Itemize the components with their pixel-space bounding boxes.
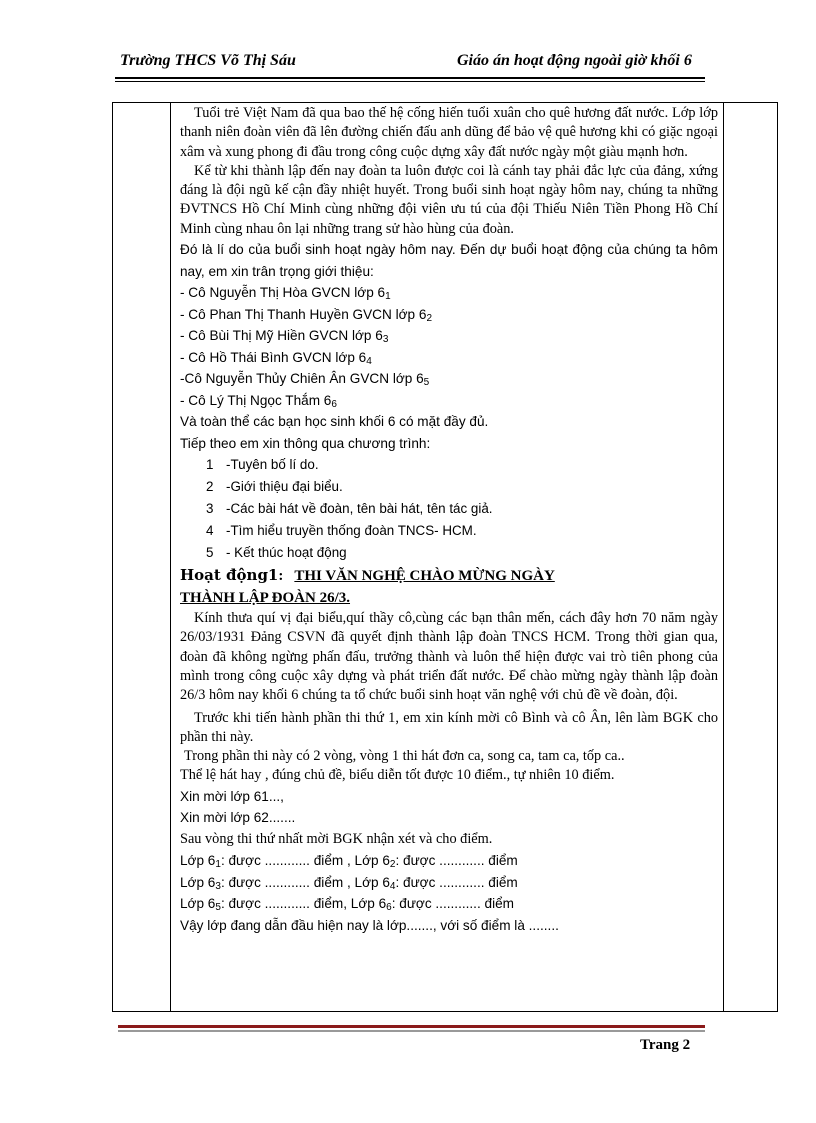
header-rule-thick [115, 77, 705, 79]
guest-item: -Cô Nguyễn Thủy Chiên Ân GVCN lớp $6_5$ [180, 371, 430, 389]
score-row: Lớp $6_3$: được ............ điểm , Lớp $6_4$: được ............ điểm [180, 874, 518, 892]
table-divider-left [170, 102, 171, 1012]
program-item: 5 - Kết thúc hoạt động [206, 545, 347, 561]
paragraph-rules: Thể lệ hát hay , đúng chủ đề, biểu diễn tốt được 10 điểm., tự nhiên 10 điểm. [180, 767, 615, 784]
lesson-content [180, 104, 718, 936]
paragraph-opening: Kính thưa quí vị đại biểu,quí thầy cô,cùng các bạn thân mến, cách đây hơn 70 năm ngày 26/03/1931 Đảng CSVN đã quyết định thành lập đoàn TNCS HCM. Trong thời gian qua, đoàn đã không ngừng phấn đấu, trưởng thành và luôn thể hiện được vai trò tiên phong của mình trong công cuộc xây dựng và phát triển đất nước. Để chào mừng ngày thành lập đoàn 26/3 hôm nay khối 6 chúng ta tổ chức buổi sinh hoạt văn nghệ với chủ đề về đoàn, đội. [180, 610, 718, 704]
paragraph-scoring: Sau vòng thi thứ nhất mời BGK nhận xét và cho điểm. [180, 830, 493, 847]
table-divider-right [723, 102, 724, 1012]
paragraph-leader: Vậy lớp đang dẫn đầu hiện nay là lớp......., với số điểm là ........ [180, 917, 559, 933]
paragraph-judges: Trước khi tiến hành phần thi thứ 1, em xin kính mời cô Bình và cô Ân, lên làm BGK cho phần thi này. [180, 709, 718, 745]
program-item: 1 -Tuyên bố lí do. [206, 457, 319, 473]
guest-item: - Cô Nguyễn Thị Hòa GVCN lớp $6_1$ [180, 285, 391, 303]
activity-heading: Hoạt động1: THI VĂN NGHỆ CHÀO MỪNG NGÀY [180, 566, 555, 585]
paragraph-rounds: Trong phần thi này có 2 vòng, vòng 1 thi hát đơn ca, song ca, tam ca, tốp ca.. [184, 748, 625, 765]
paragraph-history: Kể từ khi thành lập đến nay đoàn ta luôn được coi là cánh tay phải đắc lực của đảng, xứng đáng là đội ngũ kế cận đầy nhiệt huyết. Trong buổi sinh hoạt ngày hôm nay, chúng ta những ĐVTNCS Hồ Chí Minh cùng những đội viên ưu tú của đội Thiếu Niên Tiền Phong Hồ Chí Minh cùng nhau ôn lại những trang sử hào hùng của đoàn. [180, 162, 718, 237]
header-school: Trường THCS Võ Thị Sáu [120, 52, 296, 69]
paragraph-program-intro: Tiếp theo em xin thông qua chương trình: [180, 435, 431, 451]
score-row: Lớp $6_1$: được ............ điểm , Lớp $6_2$: được ............ điểm [180, 853, 518, 871]
header-subject: Giáo án hoạt động ngoài giờ khối 6 [457, 52, 692, 69]
program-item: 3 -Các bài hát về đoàn, tên bài hát, tên tác giả. [206, 501, 493, 517]
invite-class: Xin mời lớp 61..., [180, 788, 284, 804]
program-item: 4 -Tìm hiểu truyền thống đoàn TNCS- HCM. [206, 523, 477, 539]
footer-rule-grey [118, 1030, 705, 1032]
footer-rule-maroon [118, 1025, 705, 1028]
guest-item: - Cô Hồ Thái Bình GVCN lớp $6_4$ [180, 349, 372, 367]
guest-list [180, 282, 718, 411]
program-list [180, 454, 718, 564]
program-item: 2 -Giới thiệu đại biểu. [206, 479, 343, 495]
paragraph-intro: Tuổi trẻ Việt Nam đã qua bao thế hệ cống hiến tuổi xuân cho quê hương đất nước. Lớp lớp thanh niên đoàn viên đã lên đường chiến đấu anh dũng để bảo vệ quê hương khi có giặc ngoại xâm và xung phong đi đầu trong công cuộc dựng xây đất nước ngày một giàu mạnh hơn. [180, 105, 718, 160]
guest-item: - Cô Phan Thị Thanh Huyền GVCN lớp $6_2$ [180, 306, 432, 324]
score-section [180, 786, 718, 937]
page-number: Trang 2 [640, 1037, 691, 1053]
score-row: Lớp $6_5$: được ............ điểm, Lớp $6_6$: được ............ điểm [180, 896, 514, 914]
guest-item: - Cô Bùi Thị Mỹ Hiền GVCN lớp $6_3$ [180, 328, 389, 346]
header-rule-thin [115, 81, 705, 82]
activity-tag: Hoạt động1 [180, 566, 279, 585]
invite-class: Xin mời lớp 62....... [180, 810, 296, 826]
activity-title-line2: THÀNH LẬP ĐOÀN 26/3. [180, 590, 351, 607]
guest-item: - Cô Lý Thị Ngọc Thắm $6_6$ [180, 392, 337, 410]
activity-title-line1: THI VĂN NGHỆ CHÀO MỪNG NGÀY [294, 568, 555, 585]
paragraph-reason: Đó là lí do của buổi sinh hoạt ngày hôm nay. Đến dự buổi hoạt động của chúng ta hôm nay, em xin trân trọng giới thiệu: [180, 242, 718, 279]
paragraph-attendance: Và toàn thể các bạn học sinh khối 6 có mặt đầy đủ. [180, 414, 489, 430]
